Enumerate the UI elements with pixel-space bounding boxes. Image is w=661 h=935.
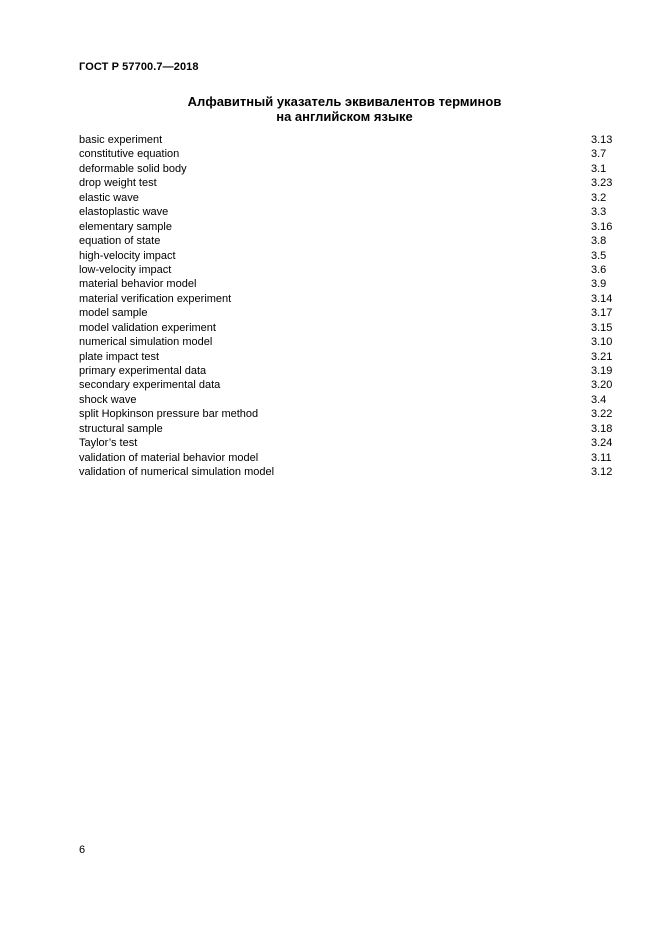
index-term: secondary experimental data — [79, 379, 221, 392]
standard-id: ГОСТ Р 57700.7—2018 — [79, 61, 199, 73]
index-term: shock wave — [79, 393, 137, 406]
index-term: deformable solid body — [79, 162, 187, 175]
index-reference: 3.20 — [591, 379, 613, 392]
index-term: high-velocity impact — [79, 249, 176, 262]
index-entry — [79, 451, 613, 465]
index-entry — [79, 465, 613, 479]
index-entry — [79, 393, 613, 407]
index-entry — [79, 234, 613, 248]
page-number: 6 — [79, 844, 86, 856]
index-reference: 3.12 — [591, 466, 613, 479]
index-term: low-velocity impact — [79, 263, 172, 276]
index-entry — [79, 191, 613, 205]
index-reference: 3.22 — [591, 408, 613, 421]
index-entry — [79, 436, 613, 450]
index-title-line-1: Алфавитный указатель эквивалентов терминов — [187, 94, 502, 109]
index-reference: 3.1 — [591, 162, 607, 175]
index-term: elementary sample — [79, 220, 172, 233]
index-entry — [79, 277, 613, 291]
index-term: split Hopkinson pressure bar method — [79, 408, 259, 421]
index-entry — [79, 364, 613, 378]
index-reference: 3.16 — [591, 220, 613, 233]
index-reference: 3.6 — [591, 263, 607, 276]
index-reference: 3.10 — [591, 336, 613, 349]
index-term: Taylor’s test — [79, 437, 138, 450]
index-reference: 3.8 — [591, 235, 607, 248]
index-reference: 3.24 — [591, 437, 613, 450]
index-entry — [79, 263, 613, 277]
index-entry — [79, 249, 613, 263]
index-reference: 3.15 — [591, 321, 613, 334]
index-entry — [79, 220, 613, 234]
index-reference: 3.21 — [591, 350, 613, 363]
index-reference: 3.5 — [591, 249, 607, 262]
index-term: constitutive equation — [79, 148, 180, 161]
index-reference: 3.19 — [591, 365, 613, 377]
index-reference: 3.7 — [591, 148, 607, 161]
index-term: material behavior model — [79, 278, 197, 291]
index-reference: 3.3 — [591, 206, 607, 219]
index-term: basic experiment — [79, 134, 163, 146]
index-entry — [79, 335, 613, 349]
index-term: numerical simulation model — [79, 336, 213, 349]
index-term: equation of state — [79, 235, 161, 248]
index-title — [0, 94, 661, 124]
index-entry — [79, 147, 613, 161]
index-entry — [79, 292, 613, 306]
index-entry — [79, 378, 613, 392]
index-term: validation of numerical simulation model — [79, 466, 275, 479]
index-reference: 3.14 — [591, 292, 613, 305]
index-entry — [79, 306, 613, 320]
index-term: elastoplastic wave — [79, 206, 169, 219]
index-term: drop weight test — [79, 177, 157, 190]
index-reference: 3.17 — [591, 307, 613, 320]
term-index-list — [79, 133, 613, 480]
index-term: elastic wave — [79, 191, 139, 204]
index-reference: 3.11 — [591, 451, 612, 464]
index-reference: 3.4 — [591, 393, 607, 406]
index-term: structural sample — [79, 422, 163, 435]
index-entry — [79, 407, 613, 421]
index-reference: 3.13 — [591, 134, 613, 146]
index-entry — [79, 422, 613, 436]
index-entry — [79, 162, 613, 176]
index-term: plate impact test — [79, 350, 160, 363]
index-reference: 3.23 — [591, 177, 613, 190]
index-entry — [79, 321, 613, 335]
index-reference: 3.2 — [591, 191, 607, 204]
index-term: model validation experiment — [79, 321, 216, 334]
index-term: material verification experiment — [79, 292, 232, 305]
index-reference: 3.18 — [591, 422, 613, 435]
index-reference: 3.9 — [591, 278, 607, 291]
index-term: validation of material behavior model — [79, 451, 259, 464]
index-title-line-2: на английском языке — [276, 109, 413, 124]
index-entry — [79, 133, 613, 147]
index-term: primary experimental data — [79, 365, 207, 377]
index-entry — [79, 205, 613, 219]
index-entry — [79, 176, 613, 190]
index-entry — [79, 350, 613, 364]
index-term: model sample — [79, 307, 148, 320]
